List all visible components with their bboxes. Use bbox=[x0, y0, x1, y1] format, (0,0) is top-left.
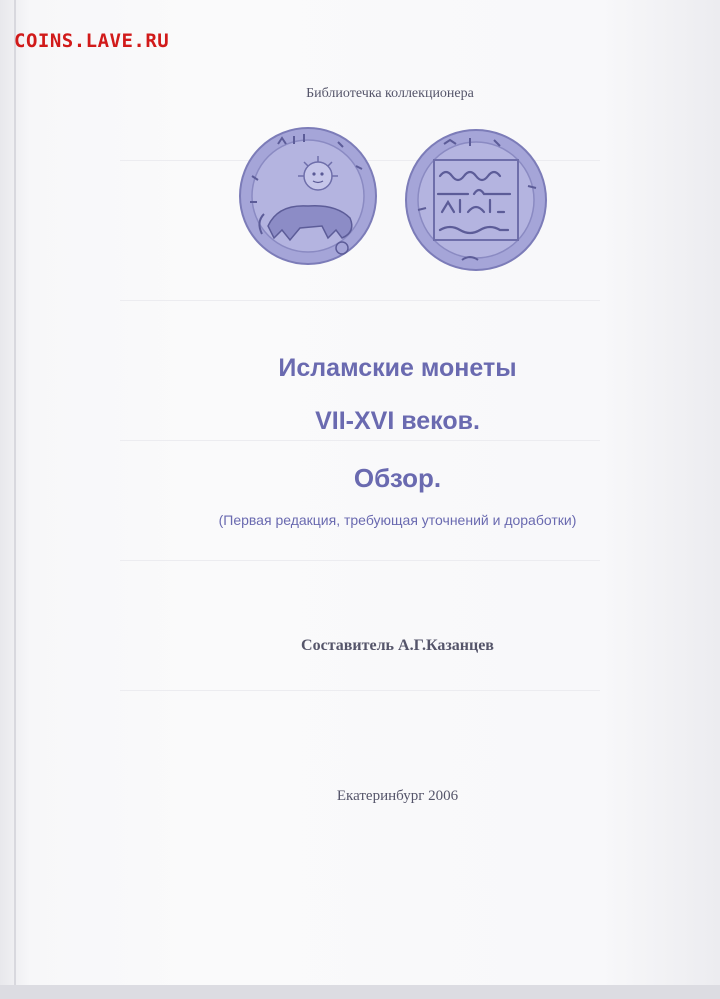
bleed-through-line bbox=[120, 300, 600, 301]
title-line-2: VII-XVI веков. bbox=[315, 407, 480, 435]
bleed-through-line bbox=[120, 690, 600, 691]
page-bottom-edge bbox=[0, 985, 720, 999]
title-line-3: Обзор. bbox=[353, 463, 442, 493]
bleed-through-line bbox=[120, 560, 600, 561]
bleed-through-line bbox=[120, 440, 600, 441]
coin-reverse-image bbox=[406, 130, 546, 270]
series-title: Библиотечка коллекционера bbox=[306, 86, 474, 101]
title-line-1: Исламские монеты bbox=[278, 354, 517, 382]
edition-note: (Первая редакция, требующая уточнений и доработки) bbox=[218, 512, 577, 528]
coin-obverse-image bbox=[240, 128, 376, 264]
place-and-year: Екатеринбург 2006 bbox=[336, 788, 459, 804]
coins-illustration bbox=[238, 126, 556, 276]
compiler-credit: Составитель А.Г.Казанцев bbox=[301, 637, 494, 654]
site-watermark: COINS.LAVE.RU bbox=[14, 30, 170, 52]
binding-edge bbox=[14, 0, 16, 999]
